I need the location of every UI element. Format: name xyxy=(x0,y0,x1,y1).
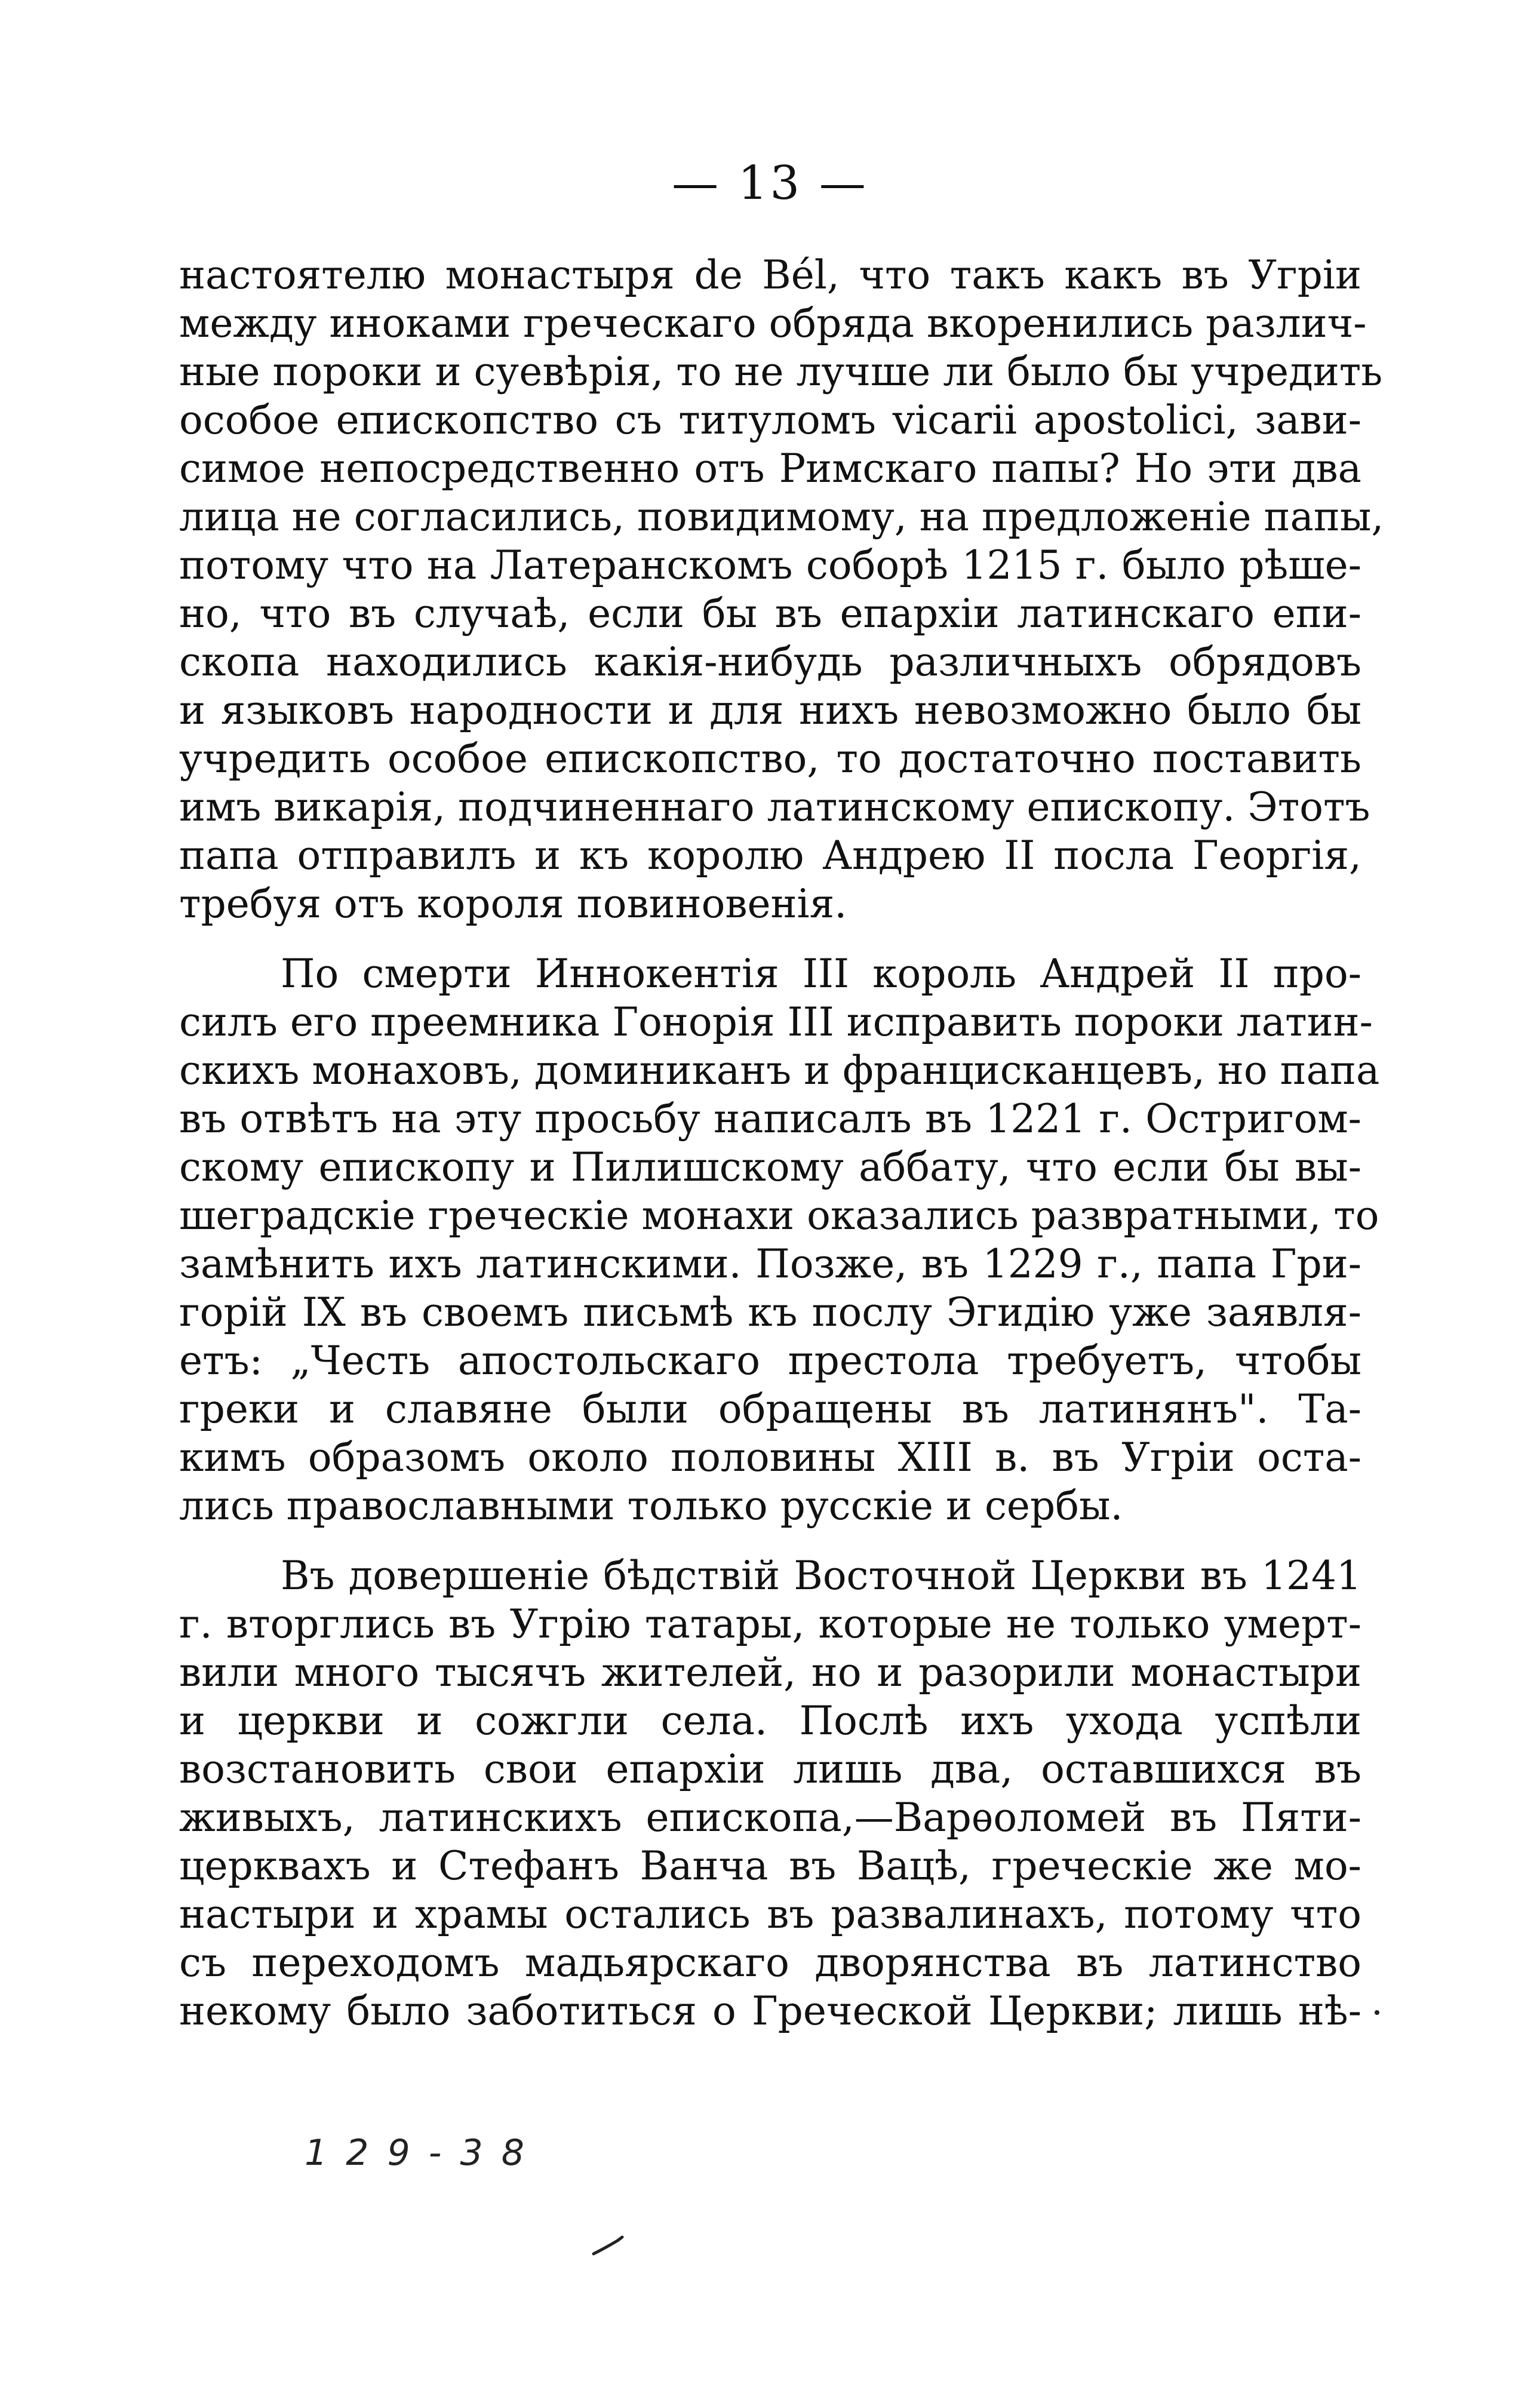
paragraph-3 xyxy=(179,1552,1361,2035)
handwritten-note: 1 2 9 - 3 8 xyxy=(305,2132,528,2174)
text-line: некому было заботиться о Греческой Церкви; лишь нѣ- xyxy=(179,1988,1361,2034)
text-line: настоятелю монастыря de Bél, что такъ какъ въ Угріи xyxy=(179,252,1361,298)
text-line: г. вторглись въ Угрію татары, которые не только умерт- xyxy=(179,1601,1361,1647)
text-line: потому что на Латеранскомъ соборѣ 1215 г. было рѣше- xyxy=(179,542,1361,588)
text-line: силъ его преемника Гонорія III исправить пороки латин- xyxy=(179,999,1373,1045)
text-line: лица не согласились, повидимому, на предложеніе папы, xyxy=(179,494,1384,540)
page-number: — 13 — xyxy=(672,156,868,210)
text-line: имъ викарія, подчиненнаго латинскому епископу. Этотъ xyxy=(179,784,1370,830)
text-line: вили много тысячъ жителей, но и разорили монастыри xyxy=(179,1649,1361,1695)
text-line: По смерти Иннокентія III король Андрей II про- xyxy=(281,951,1361,997)
text-line: скому епископу и Пилишскому аббату, что если бы вы- xyxy=(179,1144,1361,1190)
text-line: и языковъ народности и для нихъ невозможно было бы xyxy=(179,687,1361,733)
text-line: горій IX въ своемъ письмѣ къ послу Эгидію уже заявля- xyxy=(179,1289,1361,1335)
text-line: возстановить свои епархіи лишь два, оставшихся въ xyxy=(179,1746,1361,1792)
text-line: замѣнить ихъ латинскими. Позже, въ 1229 г., папа Гри- xyxy=(179,1241,1361,1287)
text-line: учредить особое епископство, то достаточно поставить xyxy=(179,736,1361,782)
paragraph-1 xyxy=(179,251,1384,928)
text-line: шеградскіе греческіе монахи оказались развратными, то xyxy=(179,1193,1379,1239)
text-line: кимъ образомъ около половины XIII в. въ Угріи оста- xyxy=(179,1434,1361,1480)
text-line: живыхъ, латинскихъ епископа,—Варѳоломей въ Пяти- xyxy=(179,1795,1361,1841)
text-line: между иноками греческаго обряда вкоренились различ- xyxy=(179,300,1367,346)
text-line: ные пороки и суевѣрія, то не лучше ли было бы учредить xyxy=(179,349,1383,395)
text-line: греки и славяне были обращены въ латинянъ". Та- xyxy=(179,1386,1361,1432)
text-line: и церкви и сожгли села. Послѣ ихъ ухода успѣли xyxy=(179,1698,1361,1744)
pen-stroke-mark xyxy=(591,2234,627,2257)
body-text xyxy=(179,251,1384,2035)
text-line: папа отправилъ и къ королю Андрею II посла Георгія, xyxy=(179,832,1361,878)
text-line: скихъ монаховъ, доминиканъ и францисканцевъ, но папа xyxy=(179,1047,1380,1093)
text-line: церквахъ и Стефанъ Ванча въ Вацѣ, греческіе же мо- xyxy=(179,1843,1361,1889)
margin-dot xyxy=(1375,2010,1379,2015)
text-line: особое епископство съ титуломъ vicarii apostolici, зави- xyxy=(179,397,1361,443)
text-line: требуя отъ короля повиновенія. xyxy=(179,881,847,927)
text-line: въ отвѣтъ на эту просьбу написалъ въ 1221 г. Остригом- xyxy=(179,1096,1361,1142)
text-line: етъ: „Честь апостольскаго престола требуетъ, чтобы xyxy=(179,1338,1361,1384)
text-line: настыри и храмы остались въ развалинахъ, потому что xyxy=(179,1891,1361,1937)
text-line: симое непосредственно отъ Римскаго папы? Но эти два xyxy=(179,446,1361,491)
text-line: лись православными только русскіе и сербы. xyxy=(179,1483,1123,1529)
paragraph-2 xyxy=(179,950,1380,1530)
text-line: Въ довершеніе бѣдствій Восточной Церкви въ 1241 xyxy=(281,1553,1361,1599)
text-line: но, что въ случаѣ, если бы въ епархіи латинскаго епи- xyxy=(179,591,1361,637)
text-line: съ переходомъ мадьярскаго дворянства въ латинство xyxy=(179,1940,1361,1986)
text-line: скопа находились какія-нибудь различныхъ обрядовъ xyxy=(179,639,1361,685)
